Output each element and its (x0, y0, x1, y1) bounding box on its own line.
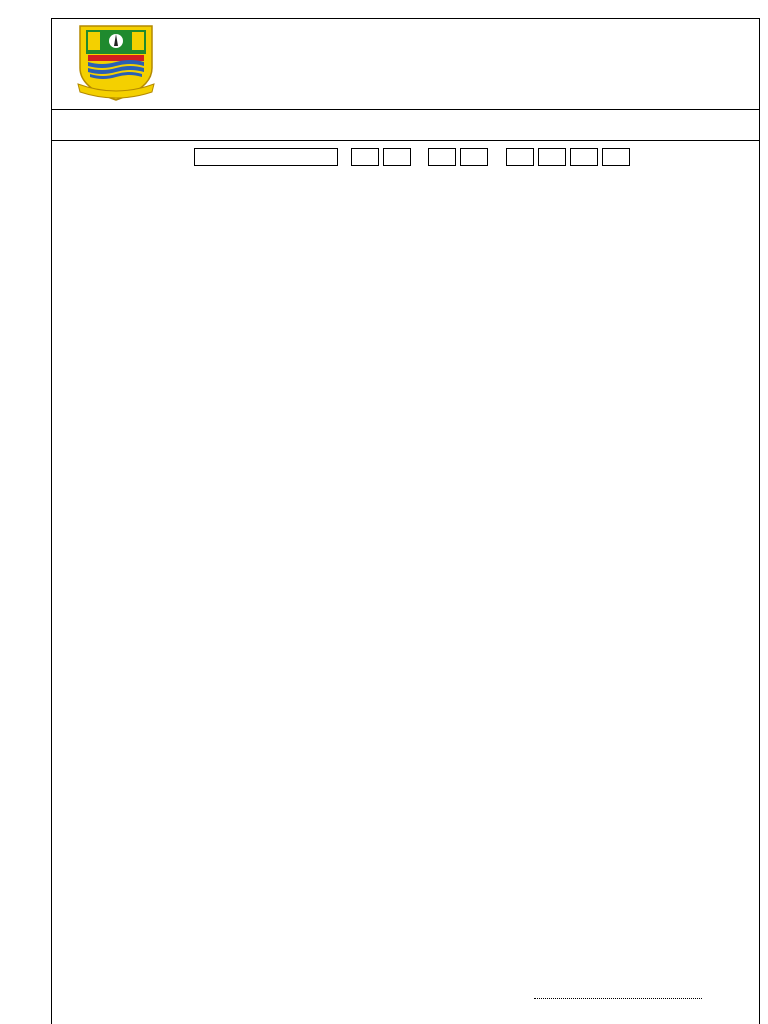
date-digit-box[interactable] (383, 148, 411, 166)
title-divider (51, 140, 760, 141)
date-digit-box[interactable] (538, 148, 566, 166)
signature-line (534, 998, 702, 999)
date-digit-box[interactable] (428, 148, 456, 166)
date-digit-box[interactable] (351, 148, 379, 166)
date-row (52, 148, 759, 168)
date-digit-box[interactable] (506, 148, 534, 166)
day-input[interactable] (194, 148, 338, 166)
header-divider (51, 109, 760, 110)
school-logo (74, 22, 158, 102)
date-digit-box[interactable] (570, 148, 598, 166)
date-digit-box[interactable] (602, 148, 630, 166)
form-frame (51, 18, 760, 1024)
date-digit-box[interactable] (460, 148, 488, 166)
